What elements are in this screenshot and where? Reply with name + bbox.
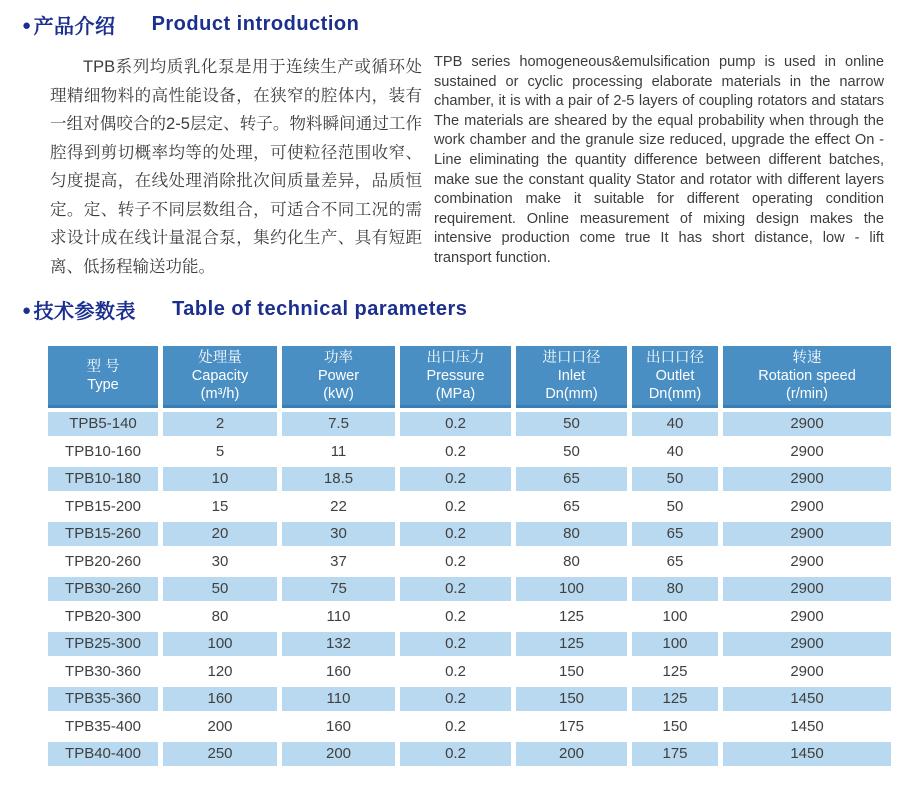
value-cell: 40 — [632, 412, 718, 436]
value-cell: 0.2 — [400, 632, 511, 656]
value-cell: 65 — [632, 550, 718, 574]
value-cell: 100 — [516, 577, 627, 601]
value-cell: 65 — [632, 522, 718, 546]
model-cell: TPB40-400 — [48, 742, 158, 766]
model-cell: TPB20-260 — [48, 550, 158, 574]
value-cell: 75 — [282, 577, 395, 601]
value-cell: 30 — [163, 550, 277, 574]
value-cell: 2900 — [723, 412, 891, 436]
value-cell: 2 — [163, 412, 277, 436]
value-cell: 132 — [282, 632, 395, 656]
value-cell: 0.2 — [400, 687, 511, 711]
params-table-head — [48, 346, 891, 408]
table-row — [48, 467, 891, 491]
value-cell: 5 — [163, 440, 277, 464]
value-cell: 40 — [632, 440, 718, 464]
value-cell: 65 — [516, 467, 627, 491]
intro-paragraph-zh: TPB系列均质乳化泵是用于连续生产或循环处理精细物料的高性能设备，在狭窄的腔体内，装有一组对偶咬合的2-5层定、转子。物料瞬间通过工作腔得到剪切概率均等的处理，可使粒径范围收窄、匀度提高，在线处理消除批次间质量差异，品质恒定。定、转子不同层数组合，可适合不同工况的需求设计成在线计量混合泵，集约化生产、具有短距离、低扬程输送功能。 — [50, 58, 422, 276]
value-cell: 125 — [632, 687, 718, 711]
column-header: 型 号 Type — [48, 346, 158, 408]
table-row — [48, 495, 891, 519]
value-cell: 110 — [282, 605, 395, 629]
table-row — [48, 715, 891, 739]
value-cell: 2900 — [723, 550, 891, 574]
model-cell: TPB35-400 — [48, 715, 158, 739]
model-cell: TPB30-260 — [48, 577, 158, 601]
model-cell: TPB25-300 — [48, 632, 158, 656]
model-cell: TPB35-360 — [48, 687, 158, 711]
table-row — [48, 440, 891, 464]
table-row — [48, 632, 891, 656]
value-cell: 50 — [163, 577, 277, 601]
product-intro-title-en: Product introduction — [151, 13, 360, 35]
technical-params-section — [0, 295, 900, 770]
value-cell: 0.2 — [400, 605, 511, 629]
model-cell: TPB30-360 — [48, 660, 158, 684]
params-table-body — [48, 412, 891, 766]
value-cell: 0.2 — [400, 742, 511, 766]
value-cell: 2900 — [723, 440, 891, 464]
value-cell: 80 — [516, 522, 627, 546]
value-cell: 150 — [516, 660, 627, 684]
value-cell: 80 — [163, 605, 277, 629]
params-table-wrapper — [0, 334, 900, 770]
value-cell: 2900 — [723, 660, 891, 684]
value-cell: 0.2 — [400, 550, 511, 574]
value-cell: 2900 — [723, 495, 891, 519]
table-row — [48, 577, 891, 601]
column-header: 转速 Rotation speed (r/min) — [723, 346, 891, 408]
value-cell: 100 — [632, 632, 718, 656]
value-cell: 2900 — [723, 467, 891, 491]
model-cell: TPB5-140 — [48, 412, 158, 436]
table-row — [48, 522, 891, 546]
value-cell: 2900 — [723, 605, 891, 629]
product-intro-title-zh: 产品介绍 — [33, 16, 116, 38]
value-cell: 200 — [516, 742, 627, 766]
bullet-icon: ● — [22, 17, 32, 34]
table-row — [48, 687, 891, 711]
value-cell: 50 — [516, 440, 627, 464]
value-cell: 1450 — [723, 742, 891, 766]
value-cell: 0.2 — [400, 412, 511, 436]
value-cell: 200 — [282, 742, 395, 766]
model-cell: TPB20-300 — [48, 605, 158, 629]
value-cell: 200 — [163, 715, 277, 739]
column-header: 出口口径 Outlet Dn(mm) — [632, 346, 718, 408]
intro-paragraph-en: TPB series homogeneous&emulsification pump is used in online sustained or cyclic processing elaborate materials in the narrow chamber, it is with a pair of 2-5 layers of coupling rotators and statars The materials are sheared by the equal probability when through the work chamber and the granule size reduced, upgrade the effect On - Line eliminating the quantity difference between different batches, make sue the constant quality Stator and rotator with different layers combination make it suitable for different operating condition requirement. Online measurement of mixing design makes the intensive production come true It has short distance, low - lift transport function. — [434, 54, 884, 266]
value-cell: 50 — [516, 412, 627, 436]
value-cell: 0.2 — [400, 522, 511, 546]
technical-params-heading — [0, 295, 900, 324]
intro-columns — [0, 49, 900, 281]
value-cell: 7.5 — [282, 412, 395, 436]
value-cell: 100 — [632, 605, 718, 629]
technical-params-title-zh: 技术参数表 — [33, 301, 137, 323]
value-cell: 0.2 — [400, 715, 511, 739]
value-cell: 10 — [163, 467, 277, 491]
table-row — [48, 660, 891, 684]
value-cell: 125 — [516, 605, 627, 629]
value-cell: 110 — [282, 687, 395, 711]
value-cell: 1450 — [723, 715, 891, 739]
value-cell: 100 — [163, 632, 277, 656]
value-cell: 30 — [282, 522, 395, 546]
value-cell: 50 — [632, 467, 718, 491]
value-cell: 160 — [282, 715, 395, 739]
value-cell: 0.2 — [400, 577, 511, 601]
value-cell: 160 — [282, 660, 395, 684]
value-cell: 2900 — [723, 632, 891, 656]
value-cell: 0.2 — [400, 440, 511, 464]
table-row — [48, 605, 891, 629]
column-header: 处理量 Capacity (m³/h) — [163, 346, 277, 408]
value-cell: 250 — [163, 742, 277, 766]
column-header: 功率 Power (kW) — [282, 346, 395, 408]
value-cell: 0.2 — [400, 467, 511, 491]
value-cell: 160 — [163, 687, 277, 711]
bullet-icon: ● — [22, 302, 32, 319]
table-row — [48, 742, 891, 766]
model-cell: TPB15-200 — [48, 495, 158, 519]
value-cell: 18.5 — [282, 467, 395, 491]
value-cell: 15 — [163, 495, 277, 519]
value-cell: 80 — [516, 550, 627, 574]
product-intro-section — [0, 10, 900, 281]
technical-params-title-en: Table of technical parameters — [172, 298, 468, 320]
table-row — [48, 412, 891, 436]
column-header: 出口压力 Pressure (MPa) — [400, 346, 511, 408]
value-cell: 0.2 — [400, 495, 511, 519]
value-cell: 0.2 — [400, 660, 511, 684]
value-cell: 20 — [163, 522, 277, 546]
value-cell: 2900 — [723, 577, 891, 601]
value-cell: 1450 — [723, 687, 891, 711]
table-row — [48, 550, 891, 574]
value-cell: 120 — [163, 660, 277, 684]
value-cell: 150 — [632, 715, 718, 739]
model-cell: TPB15-260 — [48, 522, 158, 546]
value-cell: 65 — [516, 495, 627, 519]
value-cell: 11 — [282, 440, 395, 464]
value-cell: 150 — [516, 687, 627, 711]
value-cell: 175 — [632, 742, 718, 766]
value-cell: 37 — [282, 550, 395, 574]
value-cell: 50 — [632, 495, 718, 519]
table-header-row — [48, 346, 891, 408]
value-cell: 22 — [282, 495, 395, 519]
model-cell: TPB10-160 — [48, 440, 158, 464]
column-header: 进口口径 Inlet Dn(mm) — [516, 346, 627, 408]
product-intro-heading — [0, 10, 900, 39]
value-cell: 175 — [516, 715, 627, 739]
model-cell: TPB10-180 — [48, 467, 158, 491]
value-cell: 125 — [632, 660, 718, 684]
params-table — [43, 342, 896, 770]
value-cell: 125 — [516, 632, 627, 656]
value-cell: 80 — [632, 577, 718, 601]
value-cell: 2900 — [723, 522, 891, 546]
